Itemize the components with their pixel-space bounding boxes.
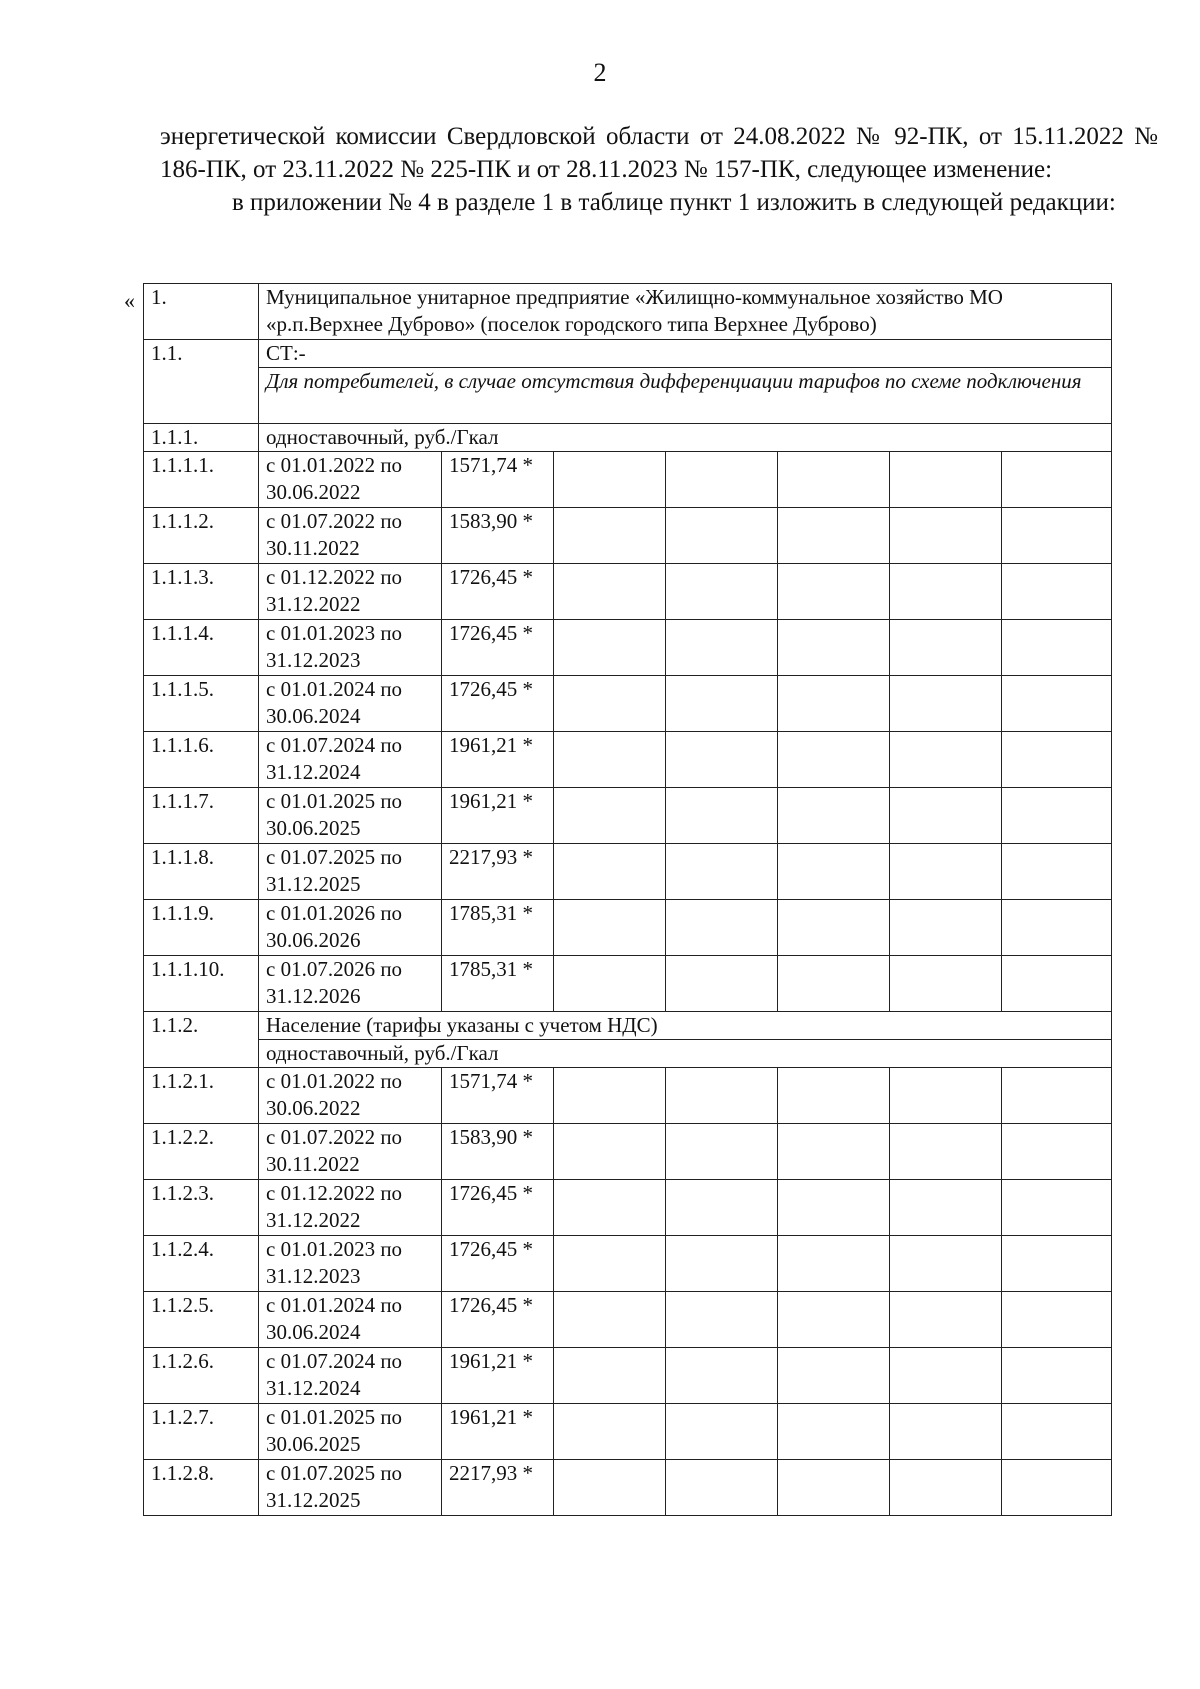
section-label: СТ:- xyxy=(259,340,1112,368)
empty-cell xyxy=(778,732,890,788)
row-value: 1961,21 * xyxy=(442,1404,554,1460)
empty-cell xyxy=(554,508,666,564)
empty-cell xyxy=(666,788,778,844)
row-num: 1.1.1.10. xyxy=(144,956,259,1012)
row-value: 1726,45 * xyxy=(442,1292,554,1348)
group1-row xyxy=(144,676,1112,732)
row-period: с 01.01.2024 по 30.06.2024 xyxy=(259,1292,442,1348)
row-num: 1.1.1.8. xyxy=(144,844,259,900)
group1-row xyxy=(144,620,1112,676)
empty-cell xyxy=(1002,1348,1112,1404)
empty-cell xyxy=(1002,788,1112,844)
row-value: 1785,31 * xyxy=(442,956,554,1012)
row-period: с 01.07.2026 по 31.12.2026 xyxy=(259,956,442,1012)
empty-cell xyxy=(1002,844,1112,900)
empty-cell xyxy=(778,1404,890,1460)
group2-row xyxy=(144,1068,1112,1124)
row-value: 1583,90 * xyxy=(442,508,554,564)
empty-cell xyxy=(666,956,778,1012)
empty-cell xyxy=(778,844,890,900)
empty-cell xyxy=(778,1292,890,1348)
empty-cell xyxy=(1002,1460,1112,1516)
empty-cell xyxy=(778,1068,890,1124)
empty-cell xyxy=(666,1348,778,1404)
group1-num: 1.1.1. xyxy=(144,424,259,452)
group1-row xyxy=(144,508,1112,564)
empty-cell xyxy=(666,452,778,508)
empty-cell xyxy=(1002,676,1112,732)
empty-cell xyxy=(666,1236,778,1292)
row-value: 1571,74 * xyxy=(442,452,554,508)
row-num: 1.1.1.1. xyxy=(144,452,259,508)
empty-cell xyxy=(666,1460,778,1516)
empty-cell xyxy=(1002,564,1112,620)
section-desc: Для потребителей, в случае отсутствия дифференциации тарифов по схеме подключения xyxy=(259,368,1112,424)
empty-cell xyxy=(554,1404,666,1460)
row-value: 1961,21 * xyxy=(442,732,554,788)
row-num: 1.1.1.6. xyxy=(144,732,259,788)
empty-cell xyxy=(1002,1124,1112,1180)
intro-paragraph-1: энергетической комиссии Свердловской области от 24.08.2022 № 92-ПК, от 15.11.2022 № 186-ПК, от 23.11.2022 № 225-ПК и от 28.11.2023 № 157-ПК, следующее изменение: xyxy=(160,123,1158,183)
row-value: 1961,21 * xyxy=(442,1348,554,1404)
empty-cell xyxy=(554,956,666,1012)
empty-cell xyxy=(554,1348,666,1404)
empty-cell xyxy=(666,508,778,564)
group2-label: Население (тарифы указаны с учетом НДС) xyxy=(259,1012,1112,1040)
empty-cell xyxy=(778,1124,890,1180)
empty-cell xyxy=(666,1404,778,1460)
empty-cell xyxy=(1002,1404,1112,1460)
empty-cell xyxy=(890,1180,1002,1236)
row-num: 1.1.1.4. xyxy=(144,620,259,676)
empty-cell xyxy=(554,1236,666,1292)
group1-row xyxy=(144,452,1112,508)
section-desc-row xyxy=(144,368,1112,424)
empty-cell xyxy=(890,1460,1002,1516)
empty-cell xyxy=(554,1292,666,1348)
group2-row xyxy=(144,1180,1112,1236)
group2-sublabel: одноставочный, руб./Гкал xyxy=(259,1040,1112,1068)
group2-row xyxy=(144,1292,1112,1348)
group1-row xyxy=(144,788,1112,844)
intro-paragraph-2: в приложении № 4 в разделе 1 в таблице пункт 1 изложить в следующей редакции: xyxy=(232,189,1116,216)
row-num: 1.1.2.6. xyxy=(144,1348,259,1404)
group1-row xyxy=(144,564,1112,620)
row-period: с 01.01.2023 по 31.12.2023 xyxy=(259,1236,442,1292)
empty-cell xyxy=(890,564,1002,620)
empty-cell xyxy=(890,1348,1002,1404)
empty-cell xyxy=(890,1404,1002,1460)
row-value: 1785,31 * xyxy=(442,900,554,956)
empty-cell xyxy=(890,1124,1002,1180)
group1-row xyxy=(144,844,1112,900)
row-value: 1961,21 * xyxy=(442,788,554,844)
empty-cell xyxy=(778,1180,890,1236)
empty-cell xyxy=(890,508,1002,564)
row-period: с 01.01.2023 по 31.12.2023 xyxy=(259,620,442,676)
empty-cell xyxy=(778,620,890,676)
empty-cell xyxy=(890,1068,1002,1124)
empty-cell xyxy=(1002,1236,1112,1292)
empty-cell xyxy=(666,620,778,676)
intro-text xyxy=(160,120,1158,219)
empty-cell xyxy=(778,452,890,508)
opening-quote-mark: « xyxy=(124,288,135,313)
empty-cell xyxy=(666,732,778,788)
empty-cell xyxy=(1002,732,1112,788)
group1-row xyxy=(144,900,1112,956)
empty-cell xyxy=(890,1292,1002,1348)
empty-cell xyxy=(666,564,778,620)
row-num: 1.1.1.9. xyxy=(144,900,259,956)
empty-cell xyxy=(1002,452,1112,508)
empty-cell xyxy=(666,900,778,956)
empty-cell xyxy=(890,956,1002,1012)
empty-cell xyxy=(554,732,666,788)
row-num: 1.1.2.1. xyxy=(144,1068,259,1124)
group2-row xyxy=(144,1348,1112,1404)
empty-cell xyxy=(1002,620,1112,676)
empty-cell xyxy=(1002,956,1112,1012)
empty-cell xyxy=(554,676,666,732)
group2-row xyxy=(144,1460,1112,1516)
row-value: 1726,45 * xyxy=(442,676,554,732)
empty-cell xyxy=(1002,508,1112,564)
empty-cell xyxy=(890,676,1002,732)
org-num: 1. xyxy=(144,284,259,340)
row-period: с 01.07.2024 по 31.12.2024 xyxy=(259,732,442,788)
empty-cell xyxy=(554,620,666,676)
row-num: 1.1.1.5. xyxy=(144,676,259,732)
row-value: 1726,45 * xyxy=(442,564,554,620)
empty-cell xyxy=(778,564,890,620)
row-period: с 01.01.2025 по 30.06.2025 xyxy=(259,788,442,844)
row-value: 1726,45 * xyxy=(442,1180,554,1236)
row-value: 1571,74 * xyxy=(442,1068,554,1124)
empty-cell xyxy=(554,900,666,956)
tariff-table xyxy=(143,283,1112,1516)
empty-cell xyxy=(554,844,666,900)
row-num: 1.1.1.2. xyxy=(144,508,259,564)
org-row xyxy=(144,284,1112,340)
empty-cell xyxy=(666,1068,778,1124)
empty-cell xyxy=(1002,1068,1112,1124)
empty-cell xyxy=(778,956,890,1012)
empty-cell xyxy=(554,1460,666,1516)
group1-row xyxy=(144,424,1112,452)
row-num: 1.1.2.7. xyxy=(144,1404,259,1460)
empty-cell xyxy=(554,452,666,508)
row-num: 1.1.2.2. xyxy=(144,1124,259,1180)
row-period: с 01.01.2025 по 30.06.2025 xyxy=(259,1404,442,1460)
empty-cell xyxy=(890,1236,1002,1292)
row-num: 1.1.1.7. xyxy=(144,788,259,844)
row-period: с 01.01.2024 по 30.06.2024 xyxy=(259,676,442,732)
group1-row xyxy=(144,956,1112,1012)
row-period: с 01.01.2022 по 30.06.2022 xyxy=(259,452,442,508)
row-num: 1.1.2.8. xyxy=(144,1460,259,1516)
row-num: 1.1.2.5. xyxy=(144,1292,259,1348)
empty-cell xyxy=(890,452,1002,508)
row-period: с 01.12.2022 по 31.12.2022 xyxy=(259,564,442,620)
empty-cell xyxy=(1002,1180,1112,1236)
empty-cell xyxy=(778,1236,890,1292)
empty-cell xyxy=(554,1068,666,1124)
section-row xyxy=(144,340,1112,368)
row-num: 1.1.1.3. xyxy=(144,564,259,620)
empty-cell xyxy=(778,676,890,732)
row-value: 2217,93 * xyxy=(442,844,554,900)
row-period: с 01.07.2025 по 31.12.2025 xyxy=(259,844,442,900)
row-value: 1726,45 * xyxy=(442,620,554,676)
empty-cell xyxy=(778,508,890,564)
group2-num: 1.1.2. xyxy=(144,1012,259,1068)
group2-row xyxy=(144,1124,1112,1180)
empty-cell xyxy=(1002,900,1112,956)
empty-cell xyxy=(890,900,1002,956)
group2-row xyxy=(144,1012,1112,1040)
group1-label: одноставочный, руб./Гкал xyxy=(259,424,1112,452)
row-num: 1.1.2.4. xyxy=(144,1236,259,1292)
group2-sublabel-row xyxy=(144,1040,1112,1068)
row-period: с 01.12.2022 по 31.12.2022 xyxy=(259,1180,442,1236)
empty-cell xyxy=(666,676,778,732)
row-period: с 01.01.2022 по 30.06.2022 xyxy=(259,1068,442,1124)
empty-cell xyxy=(1002,1292,1112,1348)
empty-cell xyxy=(778,1348,890,1404)
group1-row xyxy=(144,732,1112,788)
section-num: 1.1. xyxy=(144,340,259,424)
empty-cell xyxy=(666,1180,778,1236)
row-value: 2217,93 * xyxy=(442,1460,554,1516)
row-period: с 01.01.2026 по 30.06.2026 xyxy=(259,900,442,956)
empty-cell xyxy=(890,620,1002,676)
empty-cell xyxy=(890,788,1002,844)
empty-cell xyxy=(666,1124,778,1180)
empty-cell xyxy=(890,844,1002,900)
empty-cell xyxy=(778,900,890,956)
row-period: с 01.07.2024 по 31.12.2024 xyxy=(259,1348,442,1404)
row-period: с 01.07.2022 по 30.11.2022 xyxy=(259,508,442,564)
empty-cell xyxy=(554,1124,666,1180)
org-name: Муниципальное унитарное предприятие «Жилищно-коммунальное хозяйство МО «р.п.Верхнее Дуброво» (поселок городского типа Верхнее Дуброво) xyxy=(259,284,1112,340)
empty-cell xyxy=(778,788,890,844)
empty-cell xyxy=(666,1292,778,1348)
empty-cell xyxy=(554,788,666,844)
row-value: 1726,45 * xyxy=(442,1236,554,1292)
row-num: 1.1.2.3. xyxy=(144,1180,259,1236)
page-number: 2 xyxy=(593,58,607,87)
row-value: 1583,90 * xyxy=(442,1124,554,1180)
empty-cell xyxy=(778,1460,890,1516)
empty-cell xyxy=(554,564,666,620)
empty-cell xyxy=(890,732,1002,788)
group2-row xyxy=(144,1236,1112,1292)
empty-cell xyxy=(666,844,778,900)
row-period: с 01.07.2022 по 30.11.2022 xyxy=(259,1124,442,1180)
group2-row xyxy=(144,1404,1112,1460)
empty-cell xyxy=(554,1180,666,1236)
row-period: с 01.07.2025 по 31.12.2025 xyxy=(259,1460,442,1516)
